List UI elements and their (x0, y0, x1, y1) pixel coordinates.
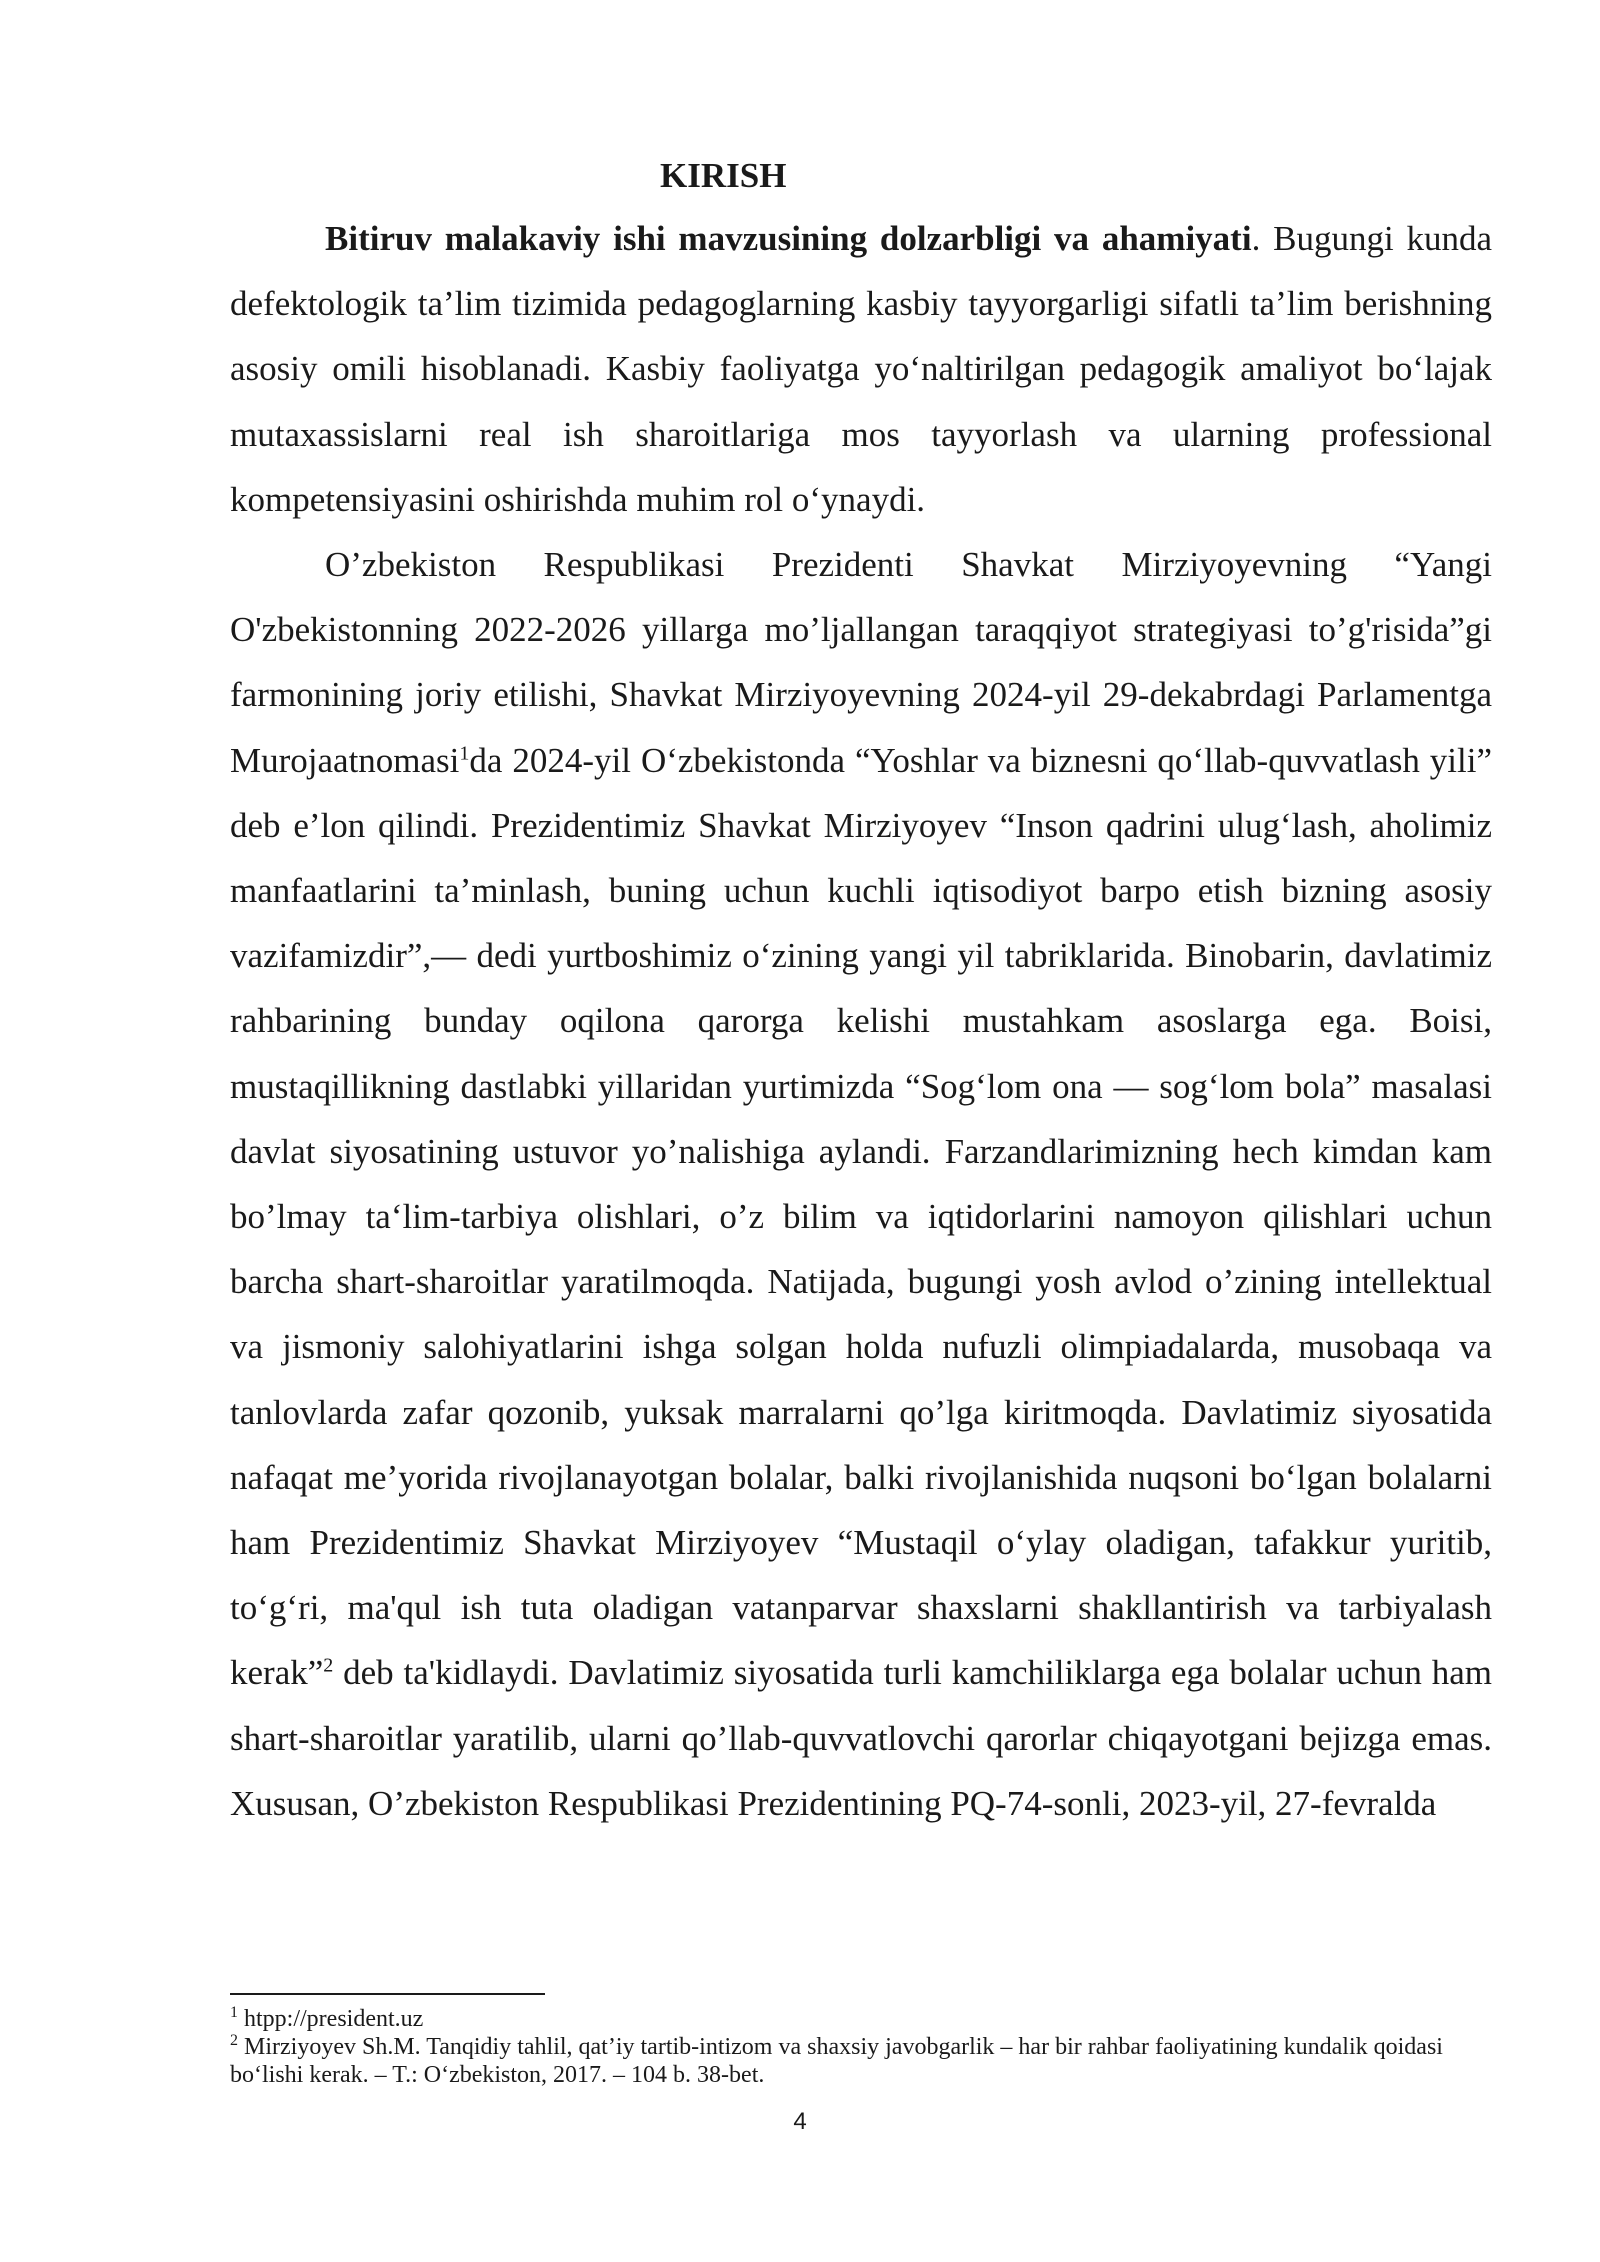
footnote-reference-1[interactable]: 1 (459, 741, 470, 764)
footnote-number: 2 (230, 2032, 238, 2049)
section-heading: KIRISH (660, 156, 787, 195)
paragraph-text: Bugungi kunda defektologik ta’lim tizimida pedagoglarning kasbiy tayyorgarligi sifatli ta’lim berishning asosiy omili hisoblanadi. Kasbiy faoliyatga yo‘naltirilgan pedagogik amaliyot bo‘lajak mutaxassislarni real ish sharoitlariga mos tayyorlash va ularning professional kompetensiyasini oshirishda muhim rol o‘ynaydi. (230, 219, 1492, 519)
paragraph-strategy (230, 532, 1492, 1836)
paragraph-text-part-a: O’zbekiston Respublikasi Prezidenti Shavkat Mirziyoyevning “Yangi O'zbekistonning 2022-2026 yillarga mo’ljallangan taraqqiyot strategiyasi to’g'risida”gi farmonining joriy etilishi, Shavkat Mirziyoyevning 2024-yil 29-dekabrdagi Parlamentga Murojaatnomasi (230, 545, 1492, 780)
footnote-text: Mirziyoyev Sh.M. Tanqidiy tahlil, qat’iy tartib-intizom va shaxsiy javobgarlik – har bir rahbar faoliyatining kundalik qoidasi bo‘lishi kerak. – T.: O‘zbekiston, 2017. – 104 b. 38-bet. (230, 2034, 1443, 2088)
paragraph-text-part-c: deb ta'kidlaydi. Davlatimiz siyosatida turli kamchiliklarga ega bolalar uchun ham shart-sharoitlar yaratilib, ularni qo’llab-quvvatlovchi qarorlar chiqayotgani bejizga emas. Xususan, O’zbekiston Respublikasi Prezidentining PQ-74-sonli, 2023-yil, 27-fevralda (230, 1653, 1492, 1823)
footnotes-section (230, 1993, 1492, 2089)
paragraph-lead-punct: . (1251, 219, 1261, 258)
page-number: 4 (793, 2108, 807, 2135)
footnote-number: 1 (230, 2004, 238, 2021)
paragraph-text-part-b: da 2024-yil O‘zbekistonda “Yoshlar va biznesni qo‘llab-quvvatlash yili” deb e’lon qilindi. Prezidentimiz Shavkat Mirziyoyev “Inson qadrini ulug‘lash, aholimiz manfaatlarini ta’minlash, buning uchun kuchli iqtisodiyot barpo etish bizning asosiy vazifamizdir”,— dedi yurtboshimiz o‘zining yangi yil tabriklarida. Binobarin, davlatimiz rahbarining bunday oqilona qarorga kelishi mustahkam asoslarga ega. Boisi, mustaqillikning dastlabki yillaridan yurtimizda “Sog‘lom ona — sog‘lom bola” masalasi davlat siyosatining ustuvor yo’nalishiga aylandi. Farzandlarimizning hech kimdan kam bo’lmay ta‘lim-tarbiya olishlari, o’z bilim va iqtidorlarini namoyon qilishlari uchun barcha shart-sharoitlar yaratilmoqda. Natijada, bugungi yosh avlod o’zining intellektual va jismoniy salohiyatlarini ishga solgan holda nufuzli olimpiadalarda, musobaqa va tanlovlarda zafar qozonib, yuksak marralarni qo’lga kiritmoqda. Davlatimiz siyosatida nafaqat me’yorida rivojlanayotgan bolalar, balki rivojlanishida nuqsoni bo‘lgan bolalarni ham Prezidentimiz Shavkat Mirziyoyev “Mustaqil o‘ylay oladigan, tafakkur yuritib, to‘g‘ri, ma'qul ish tuta oladigan vatanparvar shaxslarni shakllantirish va tarbiyalash kerak” (230, 740, 1492, 1693)
footnote-1 (230, 2005, 1492, 2033)
footnote-2 (230, 2033, 1492, 2089)
footnote-separator (230, 1993, 545, 1995)
footnote-text: htpp://president.uz (238, 2006, 424, 2032)
footnote-reference-2[interactable]: 2 (323, 1654, 334, 1677)
paragraph-lead-bold: Bitiruv malakaviy ishi mavzusining dolzarbligi va ahamiyati (325, 219, 1252, 258)
paragraph-relevance (230, 206, 1492, 532)
document-page (230, 148, 1492, 1836)
